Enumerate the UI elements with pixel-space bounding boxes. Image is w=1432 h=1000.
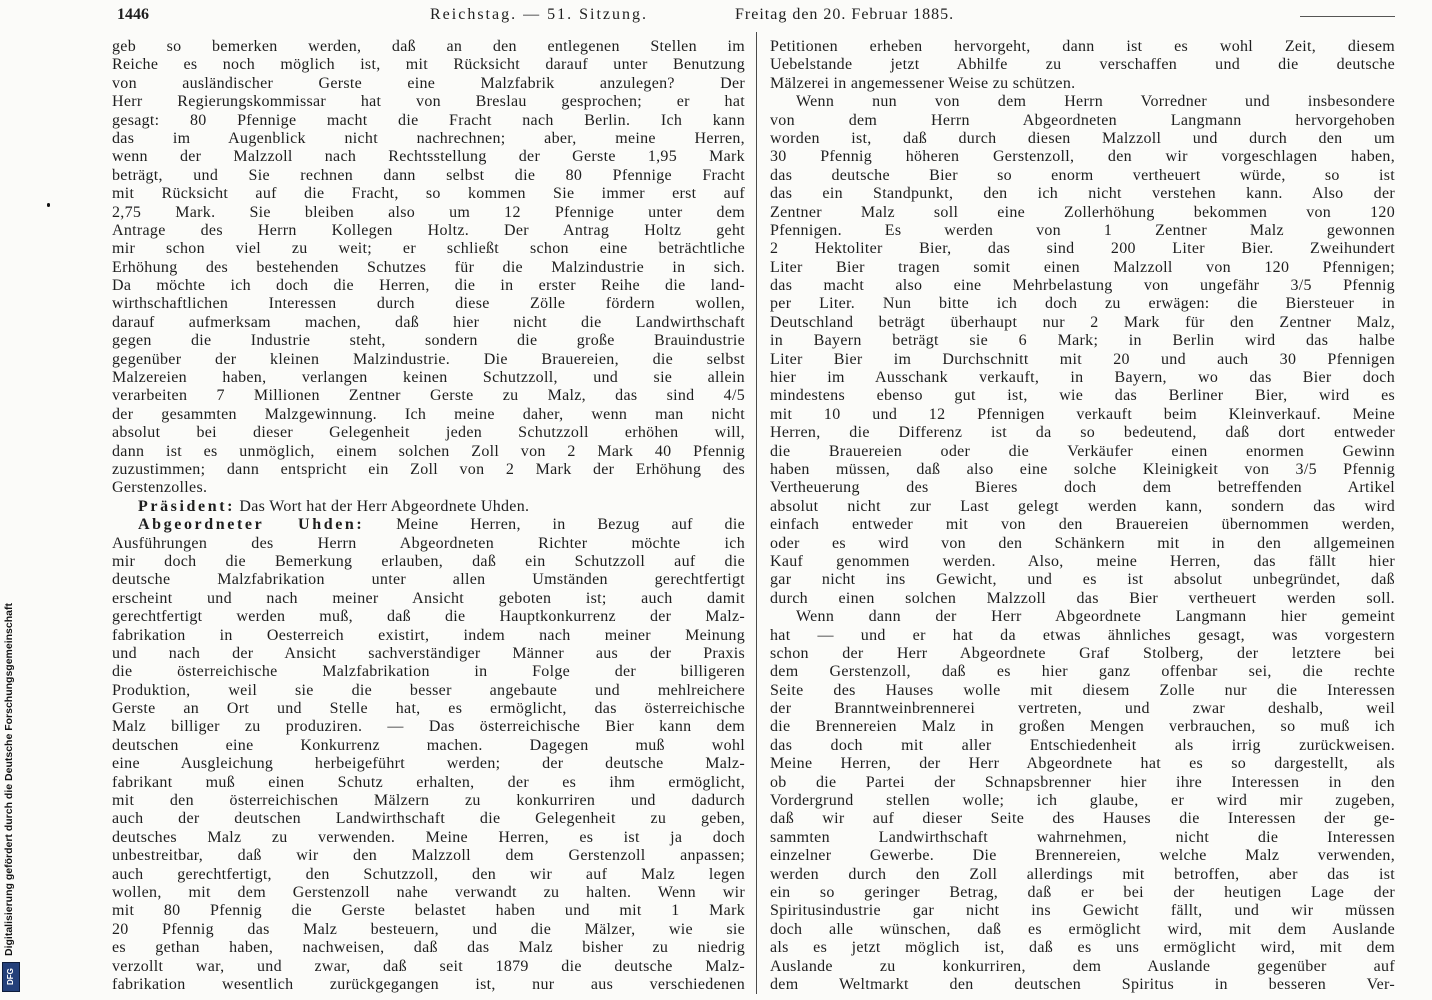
text-line: durch einen solchen Malzzoll das Bier vertheuert werden soll. — [770, 589, 1395, 607]
text-line: als es jetzt möglich ist, daß es uns ermöglicht wird, mit dem — [770, 939, 1395, 957]
president-line — [112, 498, 745, 516]
text-line: mindestens ebenso gut ist, wie das Berliner Bier, wird es — [770, 387, 1395, 405]
text-line: verzollt war, und zwar, daß seit 1879 die deutsche Malz- — [112, 957, 745, 975]
text-line: darauf aufmerksam machen, daß hier nicht die Landwirthschaft — [112, 313, 745, 331]
text-line: Pfennigen. Es werden von 1 Zentner Malz gewonnen — [770, 221, 1395, 239]
text-line: und nach der Ansicht sachverständiger Männer aus der Praxis — [112, 644, 745, 662]
text-line: Wenn dann der Herr Abgeordnete Langmann hier gemeint — [796, 608, 1395, 626]
president-label: Präsident: — [138, 497, 236, 515]
text-line: daß wir auf dieser Seite des Hauses die Interessen der ge- — [770, 810, 1395, 828]
text-line: Uebelstande jetzt Abhilfe zu verschaffen und die deutsche — [770, 56, 1395, 74]
text-line: schon der Herr Abgeordnete Graf Stolberg, der letztere bei — [770, 644, 1395, 662]
text-line: 2 Hektoliter Bier, das sind 200 Liter Bier. Zweihundert — [770, 240, 1395, 258]
text-line: Da möchte ich doch die Herren, die in erster Reihe die land- — [112, 277, 745, 295]
text-line: fabrikant muß einen Schutz erhalten, der es ihm ermöglicht, — [112, 773, 745, 791]
session-date: Freitag den 20. Februar 1885. — [735, 6, 955, 23]
text-line: das ein Standpunkt, den ich nicht verstehen kann. Also der — [770, 185, 1395, 203]
text-line: beträgt, und Sie rechnen dann selbst die 80 Pfennige Fracht — [112, 166, 745, 184]
right-column — [770, 38, 1395, 994]
text-line: eine Ausgleichung herbeigeführt werden; der deutsche Malz- — [112, 755, 745, 773]
text-line: per Liter. Nun bitte ich doch zu erwägen: die Biersteuer in — [770, 295, 1395, 313]
president-text: Das Wort hat der Herr Abgeordnete Uhden. — [239, 497, 530, 515]
text-line: Vordergrund stellen wolle; ich glaube, er wird mir zugeben, — [770, 792, 1395, 810]
text-line: Petitionen erheben hervorgeht, dann ist es wohl Zeit, diesem — [770, 38, 1395, 55]
text-line: mit 10 und 12 Pfennigen verkauft beim Kleinverkauf. Meine — [770, 405, 1395, 423]
text-line: deutsches Malz zu verwenden. Meine Herren, es ist ja doch — [112, 828, 745, 846]
text-line: die österreichische Malzfabrikation in Folge der billigeren — [112, 663, 745, 681]
text-line: Mälzerei in angemessener Weise zu schützen. — [770, 74, 1076, 92]
text-line: auch der deutschen Landwirthschaft die Gelegenheit zu geben, — [112, 810, 745, 828]
digitization-credit: Digitalisierung gefördert durch die Deutsche Forschungsgemeinschaft — [3, 603, 15, 956]
text-line: mit 80 Pfennig die Gerste belastet haben und mit 1 Mark — [112, 902, 745, 920]
text-line: auch gerechtfertigt, den Schutzzoll, den wir auf Malz legen — [112, 865, 745, 883]
column-divider — [756, 32, 757, 994]
text-line: Spiritusindustrie gar nicht ins Gewicht fällt, und wir müssen — [770, 902, 1395, 920]
text-line: der Branntweinbrennerei vertreten, und zwar deshalb, weil — [770, 700, 1395, 718]
text-line: absolut nicht zur Last gelegt werden kann, sondern das wird — [770, 497, 1395, 515]
text-line: mir schon viel zu weit; er schließt schon eine beträchtliche — [112, 240, 745, 258]
text-line: wenn der Malzzoll nach Rechtsstellung der Gerste 1,95 Mark — [112, 148, 745, 166]
text-line: zuzustimmen; dann entspricht ein Zoll von 2 Mark der Erhöhung des — [112, 460, 745, 478]
text-line: gerechtfertigt werden muß, daß die Hauptkonkurrenz der Malz- — [112, 608, 745, 626]
text-line: mir doch die Bemerkung erlauben, daß ein Schutzzoll auf die — [112, 552, 745, 570]
page-number: 1446 — [117, 6, 149, 23]
text-line: der gesammten Malzgewinnung. Ich meine daher, wenn man nicht — [112, 405, 745, 423]
text-line: Antrage des Herrn Kollegen Holtz. Der Antrag Holtz geht — [112, 221, 745, 239]
text-line: deutschen eine Konkurrenz machen. Dagegen muß wohl — [112, 736, 745, 754]
text-line: Erhöhung des bestehenden Schutzes für die Malzindustrie in sich. — [112, 258, 745, 276]
text-line: Gerstenzolles. — [112, 479, 208, 497]
text-line: Wenn nun von dem Herrn Vorredner und insbesondere — [796, 93, 1395, 111]
text-line: es gethan haben, nachweisen, daß das Malz bisher zu niedrig — [112, 939, 745, 957]
text-line: das im Augenblick nicht nachrechnen; aber, meine Herren, — [112, 129, 745, 147]
text-line: geb so bemerken werden, daß an den entlegenen Stellen im — [112, 38, 745, 55]
text-line: fabrikation wesentlich zurückgegangen ist, nur aus verschiedenen — [112, 975, 745, 993]
text-line: gegen die Industrie steht, sondern die große Brauindustrie — [112, 332, 745, 350]
text-line: deutsche Malzfabrikation unter allen Umständen gerechtfertigt — [112, 571, 745, 589]
text-line: Seite des Hauses wolle mit diesem Zolle nur die Interessen — [770, 681, 1395, 699]
text-line: Liter Bier im Durchschnitt mit 20 und auch 30 Pfennigen — [770, 350, 1395, 368]
text-line: Gerste an Ort und Stelle hat, es ermöglicht, das österreichische — [112, 700, 745, 718]
text-line: Herren, die Differenz ist da so bedeutend, daß dort entweder — [770, 424, 1395, 442]
speaker-label: Abgeordneter Uhden: — [138, 516, 365, 534]
text-line: das doch mit aller Entschiedenheit als irrig zurückweisen. — [770, 736, 1395, 754]
text-line: 30 Pfennig höheren Gerstenzoll, den wir vorgeschlagen haben, — [770, 148, 1395, 166]
text-line: Deutschland beträgt überhaupt nur 2 Mark für den Zentner Malz, — [770, 313, 1395, 331]
text-line: hat — und er hat da etwas ähnliches gesagt, was vorgestern — [770, 626, 1395, 644]
text-line: erscheint und nach meiner Ansicht geboten ist; auch damit — [112, 589, 745, 607]
text-line: gar nicht ins Gewicht, und es ist absolut unbegründet, daß — [770, 571, 1395, 589]
text-line: sammten Landwirthschaft wahrnehmen, nicht die Interessen — [770, 828, 1395, 846]
header-rule — [1300, 16, 1395, 17]
text-line: wollen, mit dem Gerstenzoll nahe verwandt zu halten. Wenn wir — [112, 883, 745, 901]
text-line: Malz billiger zu produziren. — Das österreichische Bier kann dem — [112, 718, 745, 736]
text-line: doch alle wünschen, daß es ermöglicht wird, mit dem Auslande — [770, 920, 1395, 938]
text-line: Produktion, weil sie die besser angebaute und mehlreichere — [112, 681, 745, 699]
text-line: dann ist es unmöglich, einem solchen Zoll von 2 Mark 40 Pfennig — [112, 442, 745, 460]
speaker-line — [112, 516, 745, 534]
text-line: ob die Partei der Schnapsbrenner hier ihre Interessen in den — [770, 773, 1395, 791]
text-line: verarbeiten 7 Millionen Zentner Gerste zu Malz, das sind 4/5 — [112, 387, 745, 405]
text-line: dem Gerstenzoll, daß es hier ganz offenbar sei, die rechte — [770, 663, 1395, 681]
text-line: in Bayern beträgt sie 6 Mark; in Berlin wird das halbe — [770, 332, 1395, 350]
text-line: Malzereien haben, verlangen keinen Schutzzoll, und sie allein — [112, 369, 745, 387]
text-line: mit Rücksicht auf die Fracht, so kommen Sie immer erst auf — [112, 185, 745, 203]
text-block-after — [112, 535, 745, 995]
text-line: Herr Regierungskommissar hat von Breslau gesprochen; er hat — [112, 93, 745, 111]
text-line: von dem Herrn Abgeordneten Langmann hervorgehoben — [770, 111, 1395, 129]
scan-speck — [47, 203, 50, 207]
text-line: Zentner Malz soll eine Zollerhöhung bekommen von 120 — [770, 203, 1395, 221]
text-line: hier im Ausschank verkauft, in Bayern, wo das Bier doch — [770, 369, 1395, 387]
left-column — [112, 38, 745, 994]
text-line: von ausländischer Gerste eine Malzfabrik anzulegen? Der — [112, 74, 745, 92]
text-line: Liter Bier tragen somit einen Malzzoll von 120 Pfennigen; — [770, 258, 1395, 276]
text-line: gegenüber der kleinen Malzindustrie. Die Brauereien, die selbst — [112, 350, 745, 368]
text-line: mit den österreichischen Mälzern zu konkurriren und dadurch — [112, 792, 745, 810]
text-line: absolut bei dieser Gelegenheit jeden Schutzzoll erhöhen will, — [112, 424, 745, 442]
text-line: das macht also eine Mehrbelastung von ungefähr 3/5 Pfennig — [770, 277, 1395, 295]
text-line: ein so geringer Betrag, daß er bei der heutigen Lage der — [770, 883, 1395, 901]
text-line: fabrikation in Oesterreich existirt, indem nach meiner Meinung — [112, 626, 745, 644]
text-line: worden ist, daß durch diesen Malzzoll und durch den um — [770, 129, 1395, 147]
text-line: einfach entweder mit von den Brauereien übernommen werden, — [770, 516, 1395, 534]
text-line: Ausführungen des Herrn Abgeordneten Richter möchte ich — [112, 534, 745, 552]
text-line: oder es wird von den Schänkern mit in den allgemeinen — [770, 534, 1395, 552]
text-line: Reiche es noch möglich ist, mit Rücksicht darauf unter Benutzung — [112, 56, 745, 74]
text-line: dem Weltmarkt den deutschen Spiritus in besseren Ver- — [770, 975, 1395, 993]
speaker-text: Meine Herren, in Bezug auf die — [396, 516, 745, 534]
text-line: 2,75 Mark. Sie bleiben also um 12 Pfennige unter dem — [112, 203, 745, 221]
text-line: 20 Pfennig das Malz besteuern, und die Mälzer, wie sie — [112, 920, 745, 938]
running-title: Reichstag. — 51. Sitzung. — [430, 6, 648, 23]
text-line: Kauf genommen werden. Also, meine Herren, das fällt hier — [770, 552, 1395, 570]
text-line: unbestreitbar, daß wir den Malzzoll dem Gerstenzoll anpassen; — [112, 847, 745, 865]
text-line: das deutsche Bier so enorm vertheuert würde, so ist — [770, 166, 1395, 184]
text-line: die Brennereien Malz in großen Mengen verbrauchen, so muß ich — [770, 718, 1395, 736]
dfg-logo[interactable]: DFG — [2, 962, 20, 992]
text-line: haben müssen, daß also eine solche Kleinigkeit von 3/5 Pfennig — [770, 460, 1395, 478]
text-block-before — [112, 38, 745, 498]
text-line: einzelner Gewerbe. Die Brennereien, welche Malz verwenden, — [770, 847, 1395, 865]
text-line: werden durch den Zoll allerdings mit betroffen, aber das ist — [770, 865, 1395, 883]
text-line: Auslande zu konkurriren, dem Auslande gegenüber auf — [770, 957, 1395, 975]
text-line: Vertheuerung des Bieres doch dem betreffenden Artikel — [770, 479, 1395, 497]
text-line: Meine Herren, der Herr Abgeordnete hat es so dargestellt, als — [770, 755, 1395, 773]
text-line: wirthschaftlichen Interessen durch diese Zölle fördern wollen, — [112, 295, 745, 313]
text-line: gesagt: 80 Pfennige macht die Fracht nach Berlin. Ich kann — [112, 111, 745, 129]
text-line: die Brauereien oder die Verkäufer einen enormen Gewinn — [770, 442, 1395, 460]
